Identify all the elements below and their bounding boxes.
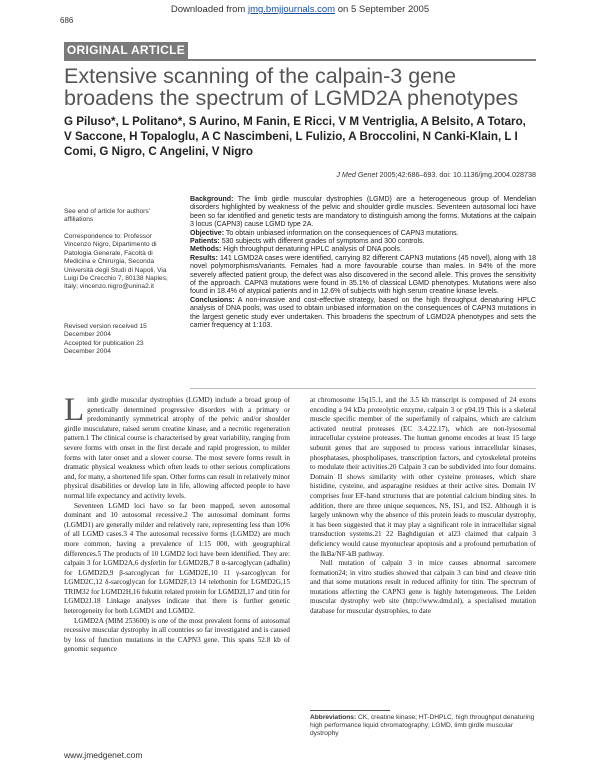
citation-line <box>300 170 536 179</box>
received-date: Revised version received 15 December 2004 <box>64 323 147 339</box>
text: 530 subjects with different grades of symptoms and 300 controls. <box>219 238 425 246</box>
abstract-background <box>190 196 536 230</box>
body-column-left <box>64 392 290 655</box>
body-column-right <box>310 396 536 617</box>
body-paragraph <box>64 392 290 502</box>
article-title: Extensive scanning of the calpain-3 gene broadens the spectrum of LGMD2A phenotypes <box>64 64 519 110</box>
label: Background: <box>190 196 234 203</box>
text: The limb girdle muscular dystrophies (LGMD) are a heterogeneous group of Mendelian disorders highlighted by weakness of the pelvic and shoulder girdle muscles. Seventeen autosomal loci have been so far identified and genetic tests are mandatory to distinguish among the forms. Mutations at the calpain 3 locus (CAPN3) cause LGMD type 2A. <box>190 196 536 229</box>
body-paragraph: Seventeen LGMD loci have so far been mapped, seven autosomal dominant and 10 autosomal recessive.2 The autosomal dominant forms (LGMD1) are generally milder and relatively rare, representing less than 10% of all LGMD cases.3 4 The autosomal recessive forms (LGMD2) are much more common, having a prevalence of 1:15 000, with geographical differences.5 The products of 10 LGMD2 loci have been identified. They are: calpain 3 for LGMD2A,6 dysferlin for LGMD2B,7 8 α-sarcoglycan (adhalin) for LGMD2D,9 β-sarcoglycan for LGMD2E,10 11 γ-sarcoglycan for LGMD2C,12 δ-sarcoglycan for LGMD2F,13 14 telethonin for LGMD2G,15 TRIM32 for LGMD2H,16 fukutin related protein for LGMD2I,17 and titin for LGMD2J.18 Linkage analyses indicate that there is further genetic heterogeneity for both LGMD1 and LGMD2. <box>64 501 290 616</box>
label: Objective: <box>190 229 225 237</box>
sidebar-correspondence: Correspondence to: Professor Vincenzo Nigro, Dipartimento di Patologia Generale, Facoltà di Medicina e Chirurgia, Seconda Università degli Studi di Napoli, Via Luigi De Crecchio 7, 80138 Naples, Italy; vincenzo.nigro@unina2.it <box>64 233 168 291</box>
abstract <box>190 196 536 331</box>
page-number: 686 <box>60 16 74 25</box>
text: A non-invasive and cost-effective strategy, based on the high throughput denaturing HPLC analysis of DNA pools, was used to obtain unbiased information on the consequences of CAPN3 mutations in the largest genetic study ever undertaken. This broadens the spectrum of LGMD2A phenotypes and sets the carrier frequency at 1:103. <box>190 296 536 330</box>
text: CK, creatine kinase; HT-DHPLC, high throughput denaturing high performance liquid chromatography; LGMD, limb girdle muscular dystrophy <box>310 714 535 738</box>
download-banner <box>0 4 600 15</box>
author-list: G Piluso*, L Politano*, S Aurino, M Fanin, E Ricci, V M Ventriglia, A Belsito, A Totaro, V Saccone, H Topaloglu, A C Nascimbeni, L Fulizio, A Broccolini, N Canki-Klain, L I Comi, G Nigro, C Angelini, V Nigro <box>64 115 526 158</box>
text: imb girdle muscular dystrophies (LGMD) include a broad group of genetically determined progressive disorders with a primary or predominantly symmetrical atrophy of the pelvic and/or shoulder girdle musculature, raised serum creatine kinase, and a necrotic regeneration pattern.1 The clinical course is characterised by great variability, ranging from severe forms with onset in the first decade and rapid progression, to milder forms with later onset and a slower course. The most severe forms result in dramatic physical weakness which often leads to other serious complications and, for many, a shortened life span. Other forms can result in relatively minor physical disabilities or develop late in life, allowing affected people to have normal life expectancy and activity levels. <box>64 396 290 500</box>
label: Results: <box>190 254 218 262</box>
header-rule <box>64 59 536 61</box>
abstract-objective <box>190 230 536 238</box>
text: 141 LGMD2A cases were identified, carrying 82 different CAPN3 mutations (45 novel), along with 18 novel polymorphisms/variants. Females had a more favourable course than males. In 94% of the more severely affected patient group, the defect was also discovered in the second allele. This proves the sensitivity of the approach. CAPN3 mutations were found in 35.1% of classical LGMD phenotypes. Mutations were also found in 18.4% of atypical patients and in 12.6% of subjects with high serum creatine kinase levels. <box>190 254 536 296</box>
abstract-patients <box>190 238 536 246</box>
drop-cap: L <box>64 392 85 428</box>
citation-details: 2005;42:686–693. doi: 10.1136/jmg.2004.028738 <box>377 170 536 179</box>
download-suffix: on 5 September 2005 <box>335 4 430 15</box>
label: Patients: <box>190 238 220 246</box>
label: Conclusions: <box>190 296 235 304</box>
journal-abbrev: J Med Genet <box>336 170 378 179</box>
body-paragraph: Null mutation of calpain 3 in mice causes abnormal sarcomere formation24; in vitro studies showed that calpain 3 can bind and cleave titin and that some mutations result in reduced affinity for titin. The spectrum of mutations affecting the CAPN3 gene is highly heterogeneous. The Leiden muscular dystrophy web site (http://www.dmd.nl), a specialised mutation database for muscular dystrophies, to date <box>310 559 536 616</box>
label: Methods: <box>190 246 222 254</box>
section-label: ORIGINAL ARTICLE <box>64 42 188 59</box>
abstract-conclusions <box>190 297 536 331</box>
body-paragraph: at chromosome 15q15.1, and the 3.5 kb transcript is composed of 24 exons encoding a 94 kDa proteolytic enzyme, calpain 3 or p94.19 This is a skeletal muscle specific member of the superfamily of calpains, which are calcium activated neutral proteases (EC 3.4.22.17), which are non-lysosomal intracellular cysteine proteases. The human genome encodes at least 15 large subunit genes that are supposed to process various intracellular kinases, phosphatases, phospholipases, transcription factors, and cytoskeletal proteins to modulate their activities.20 Calpain 3 can be subdivided into four domains. Domain II shows similarity with other cysteine proteases, which share histidine, cysteine, and asparagine residues at their active sites. Domain IV comprises four EF-hand structures that are potential calcium binding sites. In addition, there are three unique sequences, NS, IS1, and IS2. Although it is largely unknown why the absence of this protein leads to muscular dystrophy, it has been suggested that it may play a significant role in intracellular signal transduction systems.21 22 Baghdiguian et al23 claimed that calpain 3 deficiency would cause myonuclear apoptosis and a profound perturbation of the IkBa/NF-kB pathway. <box>310 396 536 558</box>
abstract-results <box>190 255 536 297</box>
text: High throughput denaturing HPLC analysis of DNA pools. <box>221 246 402 254</box>
sidebar-dates <box>64 323 174 357</box>
abstract-divider <box>190 388 536 389</box>
sidebar-affiliations-note: See end of article for authors' affiliations <box>64 208 150 224</box>
accepted-date: Accepted for publication 23 December 2004 <box>64 339 144 356</box>
journal-site-link[interactable]: jmg.bmjjournals.com <box>247 4 336 15</box>
label: Abbreviations: <box>310 714 357 721</box>
body-paragraph: LGMD2A (MIM 253600) is one of the most prevalent forms of autosomal recessive muscular dystrophy in all countries so far investigated and is caused by loss of function mutations in the CAPN3 gene. This spans 52.8 kb of genomic sequence <box>64 616 290 654</box>
footnote-rule <box>310 710 390 711</box>
abbreviations-footnote <box>310 714 536 739</box>
abstract-methods <box>190 246 536 254</box>
footer-url[interactable]: www.jmedgenet.com <box>64 750 143 760</box>
text: To obtain unbiased information on the consequences of CAPN3 mutations. <box>224 229 459 237</box>
download-prefix: Downloaded from <box>170 4 248 15</box>
